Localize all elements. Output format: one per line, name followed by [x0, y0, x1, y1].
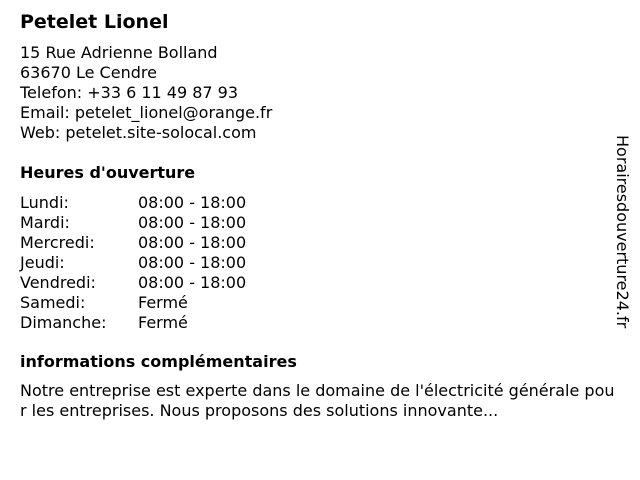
hours-time-value: Fermé — [138, 313, 188, 332]
hours-time-value: Fermé — [138, 293, 188, 312]
info-heading: informations complémentaires — [20, 352, 297, 371]
hours-day-label: Vendredi: — [20, 273, 96, 292]
business-card — [20, 10, 620, 421]
contact-block — [20, 43, 620, 143]
hours-row-sunday — [20, 313, 620, 333]
hours-row-monday — [20, 193, 620, 213]
hours-time-value: 08:00 - 18:00 — [138, 213, 247, 232]
hours-time-value: 08:00 - 18:00 — [138, 233, 247, 252]
hours-row-tuesday — [20, 213, 620, 233]
hours-day-label: Mercredi: — [20, 233, 95, 252]
hours-heading: Heures d'ouverture — [20, 163, 196, 182]
business-description: Notre entreprise est experte dans le domaine de l'électricité générale pour les entreprises. Nous proposons des solutions innovante... — [20, 381, 615, 420]
hours-day-label: Lundi: — [20, 193, 69, 212]
business-name: Petelet Lionel — [20, 11, 169, 33]
hours-row-thursday — [20, 253, 620, 273]
address-city: 63670 Le Cendre — [20, 63, 157, 82]
email-address: Email: petelet_lionel@orange.fr — [20, 103, 273, 122]
site-watermark: Horairesdouverture24.fr — [613, 135, 632, 329]
hours-day-label: Jeudi: — [20, 253, 65, 272]
hours-row-friday — [20, 273, 620, 293]
website: Web: petelet.site-solocal.com — [20, 123, 257, 142]
hours-time-value: 08:00 - 18:00 — [138, 193, 247, 212]
hours-time-value: 08:00 - 18:00 — [138, 253, 247, 272]
hours-row-wednesday — [20, 233, 620, 253]
hours-day-label: Dimanche: — [20, 313, 107, 332]
hours-table — [20, 193, 620, 333]
phone-number: Telefon: +33 6 11 49 87 93 — [20, 83, 239, 102]
hours-day-label: Samedi: — [20, 293, 86, 312]
hours-day-label: Mardi: — [20, 213, 70, 232]
address-street: 15 Rue Adrienne Bolland — [20, 43, 218, 62]
hours-time-value: 08:00 - 18:00 — [138, 273, 247, 292]
hours-row-saturday — [20, 293, 620, 313]
